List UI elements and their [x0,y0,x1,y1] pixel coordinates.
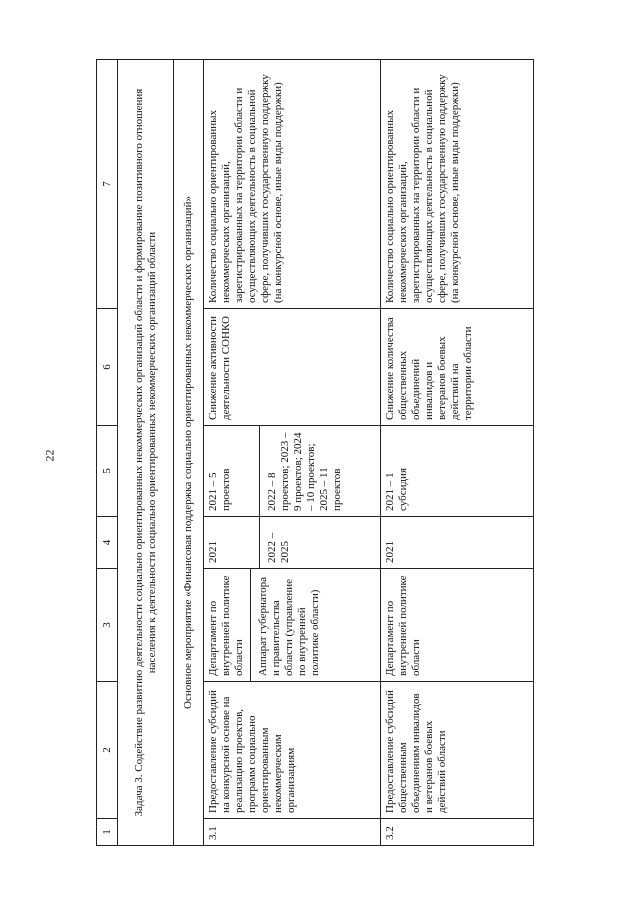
executor: Департамент по внутренней политике области [207,575,245,676]
column-number: 1 [97,819,118,846]
executor: Департамент по внутренней политике области [381,569,534,682]
measures-table [96,59,534,846]
activity-row [174,60,204,846]
column-number: 6 [97,309,118,426]
effect: Снижение количества общественных объединений инвалидов и ветеранов боевых действий на территории области [381,309,534,426]
row-number: 3.2 [381,819,534,846]
task-heading: Задача 3. Содействие развитию деятельности социально ориентированных некоммерческих организаций области и формирование позитивного отношения населения к деятельности социально ориентированных некоммерческих организаций области [118,60,174,846]
page-number: 22 [42,449,57,462]
measure-name: Предоставление субсидий общественным объединениям инвалидов и ветеранов боевых действий области [381,682,534,819]
result: 2022 – 8 проектов; 2023 – 9 проектов; 2024 – 10 проектов; 2025 – 11 проектов [259,426,344,516]
column-number: 3 [97,569,118,682]
year: 2021 [381,517,534,569]
indicator: Количество социально ориентированных некоммерческих организаций, зарегистрированных на территории области и осуществляющих деятельность в социальной сфере, получивших государственную поддержку (на конкурсной основе, иные виды поддержки) [381,60,534,309]
result: 2021 – 1 субсидия [381,426,534,517]
table-row [381,60,534,846]
executor-cell [204,569,381,682]
table-wrapper [96,60,534,846]
effect: Снижение активности деятельности СОНКО [204,309,381,426]
row-number: 3.1 [204,819,381,846]
column-number: 4 [97,517,118,569]
measure-name: Предоставление субсидий на конкурсной основе на реализацию проектов, программ социально ориентированным некоммерческим организациям [204,682,381,819]
year: 2022 – 2025 [259,517,292,568]
year-cell [204,517,381,569]
activity-heading: Основное мероприятие «Финансовая поддержка социально ориентированных некоммерческих организаций» [174,60,204,846]
year: 2021 [207,541,219,563]
executor: Аппарат губернатора и правительства области (управление по внутренней политике области) [250,569,322,681]
column-number: 7 [97,60,118,309]
result: 2021 – 5 проектов [207,468,232,511]
result-cell [204,426,381,517]
indicator: Количество социально ориентированных некоммерческих организаций, зарегистрированных на территории области и осуществляющих деятельность в социальной сфере, получивших государственную поддержку (на конкурсной основе, иные виды поддержки) [204,60,381,309]
column-number: 5 [97,426,118,517]
task-row [118,60,174,846]
column-number-row [97,60,118,846]
table-row [204,60,381,846]
column-number: 2 [97,682,118,819]
